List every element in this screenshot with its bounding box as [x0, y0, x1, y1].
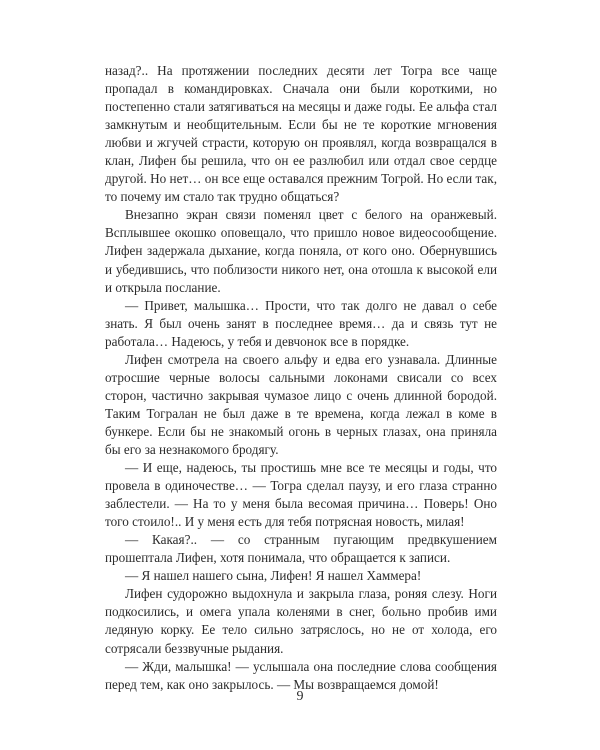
paragraph: — Жди, малышка! — услышала она последние слова сообщения перед тем, как оно закрылось. — Мы возвращаемся домой!	[105, 658, 497, 692]
paragraph: Лифен судорожно выдохнула и закрыла глаза, роняя слезу. Ноги подкосились, и омега упала коленями в снег, больно пробив ими ледяную корку. Ее тело сильно затряслось, но не от холода, его сотрясали беззвучные рыдания.	[105, 586, 497, 656]
page-number: 9	[296, 689, 304, 704]
page-body-text	[105, 62, 497, 694]
paragraph: — Какая?.. — со странным пугающим предвкушением прошептала Лифен, хотя понимала, что обращается к записи.	[105, 532, 497, 566]
paragraph: Лифен смотрела на своего альфу и едва его узнавала. Длинные отросшие черные волосы сальными локонами свисали со всех сторон, частично закрывая чумазое лицо с очень длинной бородой. Таким Тогралан не был даже в те времена, когда лежал в коме в бункере. Если бы не знакомый огонь в черных глазах, она приняла бы его за незнакомого бродягу.	[105, 351, 497, 457]
paragraph: — Привет, малышка… Прости, что так долго не давал о себе знать. Я был очень занят в последнее время… да и связь тут не работала… Надеюсь, у тебя и девчонок все в порядке.	[105, 297, 497, 349]
paragraph: — И еще, надеюсь, ты простишь мне все те месяцы и годы, что провела в одиночестве… — Тогра сделал паузу, и его глаза странно заблестели. — На то у меня была весомая причина… Поверь! Оно того стоило!.. И у меня есть для тебя потрясная новость, милая!	[105, 460, 497, 530]
paragraph: — Я нашел нашего сына, Лифен! Я нашел Хаммера!	[125, 568, 422, 584]
paragraph: Внезапно экран связи поменял цвет с белого на оранжевый. Всплывшее окошко оповещало, что пришло новое видеосообщение. Лифен задержала дыхание, когда поняла, от кого оно. Обернувшись и убедившись, что поблизости никого нет, она отошла к высокой ели и открыла послание.	[105, 207, 497, 295]
paragraph: назад?.. На протяжении последних десяти лет Тогра все чаще пропадал в командировках. Сначала они были короткими, но постепенно стали затягиваться на месяцы и даже годы. Ее альфа стал замкнутым и необщительным. Если бы не те короткие мгновения любви и жгучей страсти, которую он проявлял, когда возвращался в клан, Лифен бы решила, что он ее разлюбил или отдал свое сердце другой. Но нет… он все еще оставался прежним Тогрой. Но если так, то почему им стало так трудно общаться?	[105, 63, 497, 205]
